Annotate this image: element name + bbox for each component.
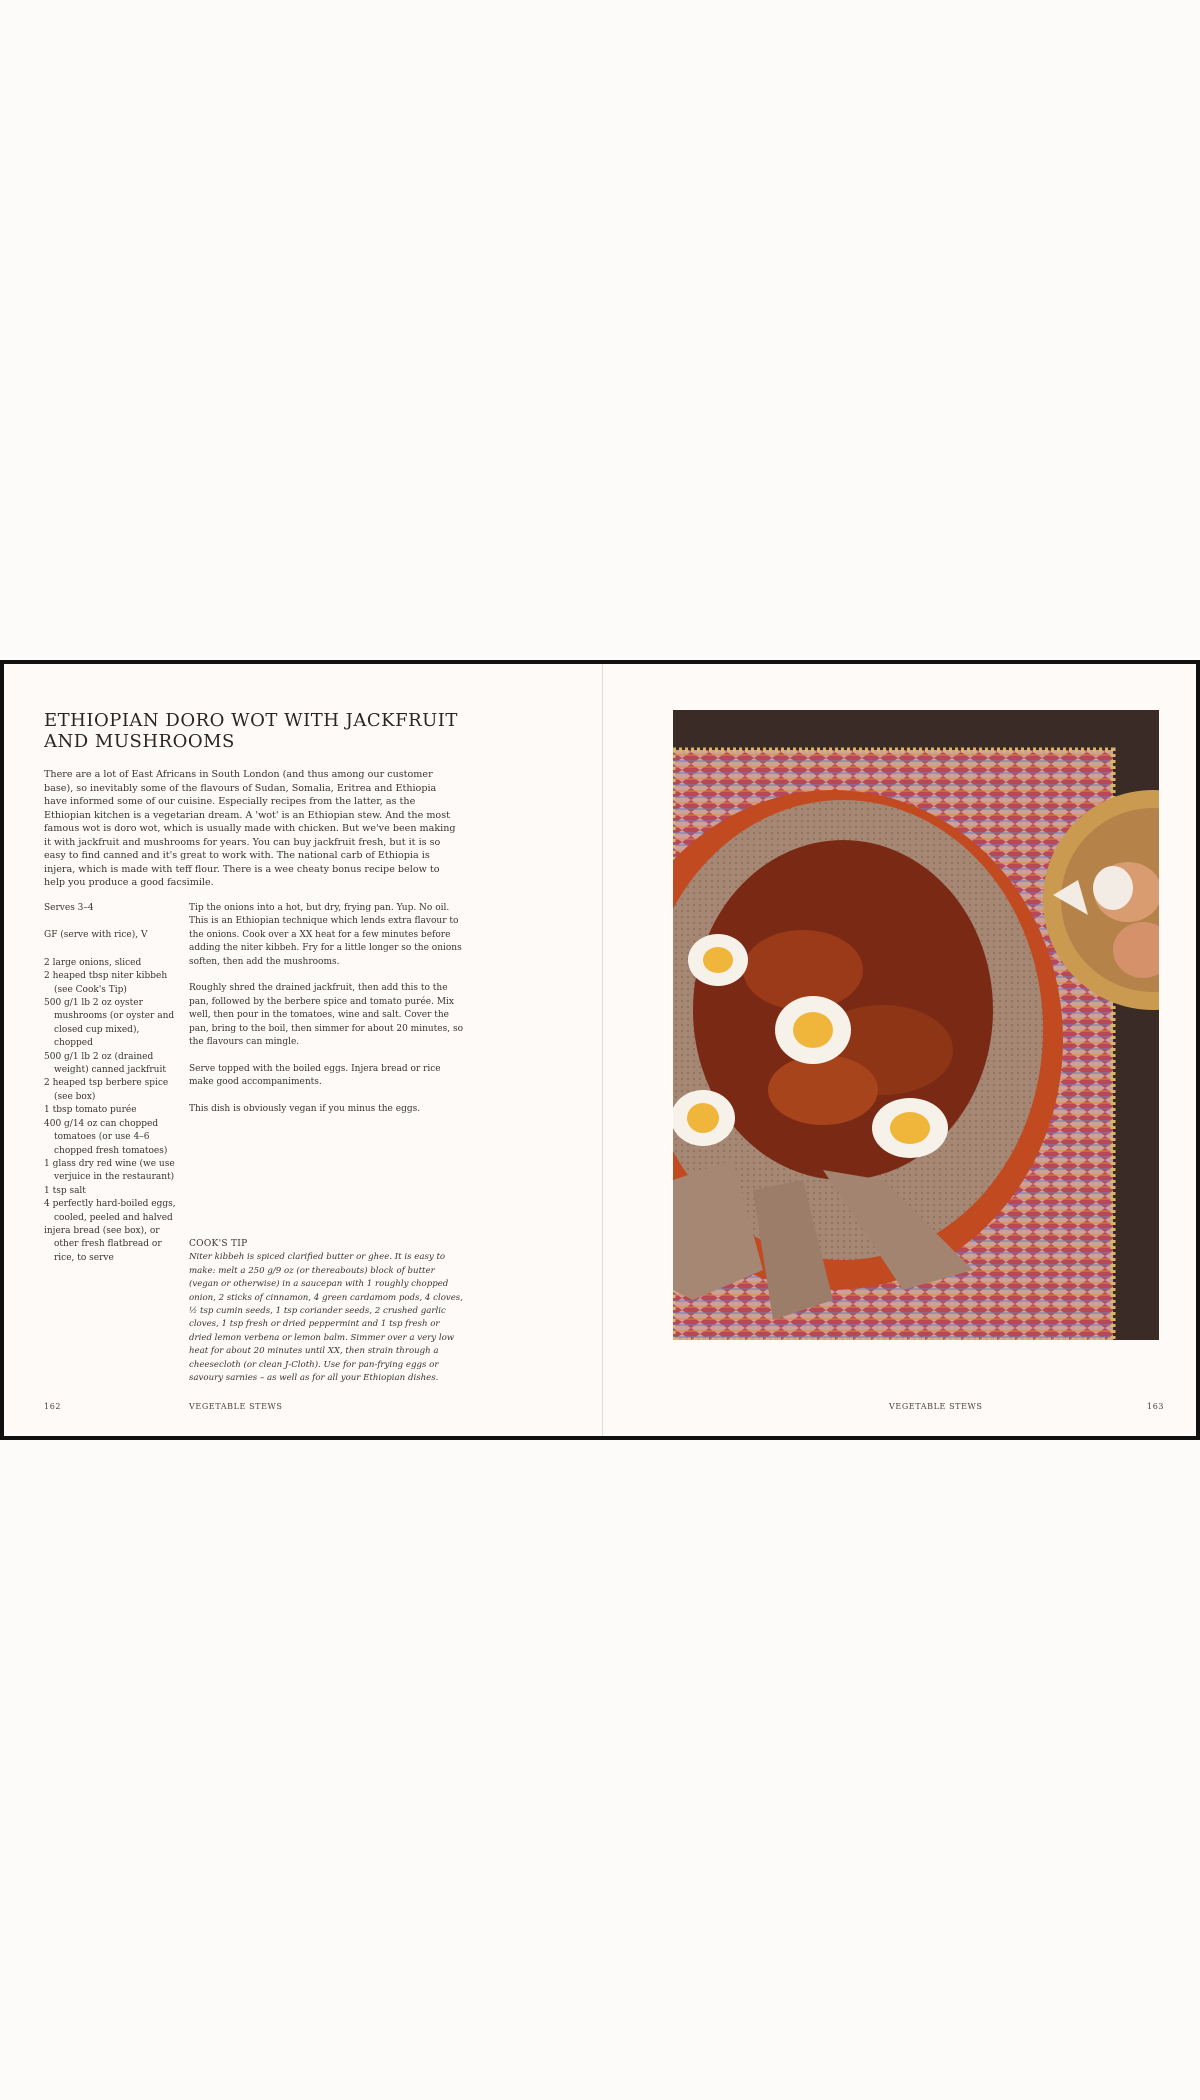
ingredient-item: 1 tbsp tomato purée bbox=[44, 1105, 137, 1116]
diet-line: GF (serve with rice), V bbox=[44, 930, 148, 941]
ingredient-item: 2 large onions, sliced bbox=[44, 957, 142, 968]
ingredient-item: 500 g/1 lb 2 oz oyster mushrooms (or oyster and closed cup mixed), chopped bbox=[44, 998, 175, 1049]
food-photo-illustration bbox=[673, 710, 1159, 1340]
ingredient-item: 1 glass dry red wine (we use verjuice in the restaurant) bbox=[44, 1158, 175, 1183]
running-head-right: VEGETABLE STEWS bbox=[889, 1402, 983, 1411]
page-number-left: 162 bbox=[44, 1402, 62, 1411]
recipe-intro: There are a lot of East Africans in South London (and thus among our customer base), so inevitably some of the flavours of Sudan, Somalia, Eritrea and Ethiopia have informed some of our cuisine. Especially recipes from the latter, as the Ethiopian kitchen is a vegetarian dream. A 'wot' is an Ethiopian stew. And the most famous wot is doro wot, which is usually made with chicken. But we've been making it with jackfruit and mushrooms for years. You can buy jackfruit fresh, but it is so easy to find canned and it's great to work with. The national carb of Ethiopia is injera, which is made with teff flour. There is a wee cheaty bonus recipe below to help you produce a good facsimile. bbox=[44, 769, 456, 888]
cooks-tip-body: Niter kibbeh is spiced clarified butter or ghee. It is easy to make: melt a 250 g/9 oz (or thereabouts) block of butter (vegan or otherwise) in a saucepan with 1 roughly chopped onion, 2 sticks of cinnamon, 4 green cardamom pods, 4 cloves, ½ tsp cumin seeds, 1 tsp coriander seeds, 2 crushed garlic cloves, 1 tsp fresh or dried peppermint and 1 tsp fresh or dried lemon verbena or lemon balm. Simmer over a very low heat for about 20 minutes until XX, then strain through a cheesecloth (or clean J-Cloth). Use for pan-frying eggs or savoury sarnies – as well as for all your Ethiopian dishes. bbox=[189, 1252, 463, 1384]
book-spread bbox=[0, 660, 1200, 1440]
ingredient-list bbox=[44, 957, 176, 1265]
right-page bbox=[603, 664, 1196, 1436]
ingredient-item: 1 tsp salt bbox=[44, 1185, 86, 1196]
method-step: Tip the onions into a hot, but dry, frying pan. Yup. No oil. This is an Ethiopian technique which lends extra flavour to the onions. Cook over a XX heat for a few minutes before adding the niter kibbeh. Fry for a little longer so the onions soften, then add the mushrooms. bbox=[189, 903, 462, 967]
cooks-tip-heading: COOK'S TIP bbox=[189, 1239, 248, 1249]
ingredient-item: 500 g/1 lb 2 oz (drained weight) canned jackfruit bbox=[44, 1051, 166, 1076]
method-step: Serve topped with the boiled eggs. Injera bread or rice make good accompaniments. bbox=[189, 1063, 441, 1088]
page-number-right: 163 bbox=[1147, 1402, 1165, 1411]
ingredient-item: 4 perfectly hard-boiled eggs, cooled, peeled and halved bbox=[44, 1199, 176, 1223]
ingredient-item: 2 heaped tsp berbere spice (see box) bbox=[44, 1078, 169, 1102]
food-photo bbox=[673, 710, 1159, 1340]
ingredient-item: 2 heaped tbsp niter kibbeh (see Cook's Tip) bbox=[44, 971, 168, 995]
ingredient-item: 400 g/14 oz can chopped tomatoes (or use 4–6 chopped fresh tomatoes) bbox=[44, 1118, 168, 1156]
method-step: This dish is obviously vegan if you minus the eggs. bbox=[189, 1104, 421, 1115]
serves-line: Serves 3–4 bbox=[44, 903, 94, 913]
recipe-title: ETHIOPIAN DORO WOT WITH JACKFRUIT AND MUSHROOMS bbox=[44, 710, 458, 752]
running-head-left: VEGETABLE STEWS bbox=[189, 1402, 283, 1411]
ingredient-item: injera bread (see box), or other fresh flatbread or rice, to serve bbox=[44, 1225, 162, 1263]
method-column bbox=[189, 902, 463, 1130]
left-page bbox=[4, 664, 602, 1436]
ingredients-column bbox=[44, 902, 176, 1265]
method-step: Roughly shred the drained jackfruit, then add this to the pan, followed by the berbere spice and tomato purée. Mix well, then pour in the tomatoes, wine and salt. Cover the pan, bring to the boil, then simmer for about 20 minutes, so the flavours can mingle. bbox=[189, 983, 463, 1048]
cooks-tip bbox=[189, 1238, 463, 1385]
